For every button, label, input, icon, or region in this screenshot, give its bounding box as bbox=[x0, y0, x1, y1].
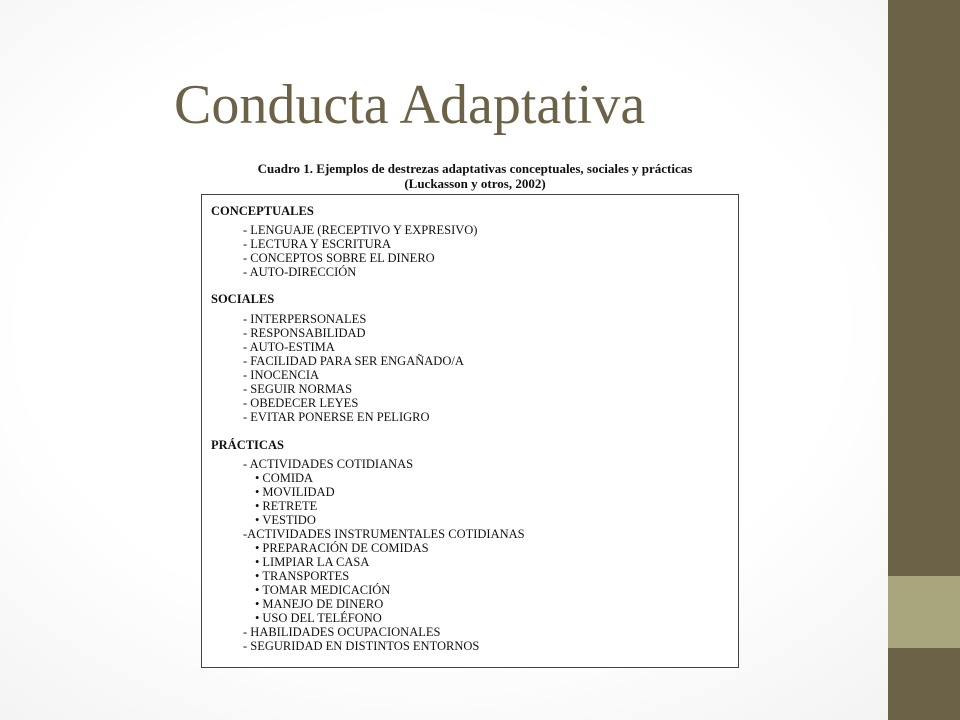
bullet-item bbox=[255, 471, 313, 485]
list-item: - AUTO-DIRECCIÓN bbox=[243, 265, 357, 279]
section-heading-conceptuales: CONCEPTUALES bbox=[211, 204, 314, 218]
list-item: - FACILIDAD PARA SER ENGAÑADO/A bbox=[243, 354, 464, 368]
bullet-icon: • bbox=[255, 569, 260, 583]
bullet-item bbox=[255, 597, 383, 611]
bullet-icon: • bbox=[255, 513, 260, 527]
figure-caption-line-2: (Luckasson y otros, 2002) bbox=[404, 176, 546, 191]
list-item: - OBEDECER LEYES bbox=[243, 396, 359, 410]
list-group-instrumental: -ACTIVIDADES INSTRUMENTALES COTIDIANAS bbox=[243, 527, 525, 541]
section-heading-sociales: SOCIALES bbox=[211, 292, 275, 306]
bullet-item-label: LIMPIAR LA CASA bbox=[262, 555, 370, 569]
bullet-icon: • bbox=[255, 555, 260, 569]
bullet-item-label: TOMAR MEDICACIÓN bbox=[262, 583, 391, 597]
bullet-icon: • bbox=[255, 611, 260, 625]
bullet-item bbox=[255, 555, 369, 569]
list-item: - INTERPERSONALES bbox=[243, 312, 367, 326]
skills-table bbox=[201, 194, 739, 668]
figure-caption bbox=[205, 161, 745, 191]
sidebar-accent-band bbox=[888, 576, 960, 648]
bullet-icon: • bbox=[255, 485, 260, 499]
bullet-icon: • bbox=[255, 583, 260, 597]
bullet-item bbox=[255, 513, 316, 527]
bullet-item bbox=[255, 583, 390, 597]
bullet-icon: • bbox=[255, 499, 260, 513]
bullet-item-label: VESTIDO bbox=[262, 513, 316, 527]
list-item: - LENGUAJE (RECEPTIVO Y EXPRESIVO) bbox=[243, 223, 478, 237]
bullet-item-label: COMIDA bbox=[262, 471, 314, 485]
slide-title: Conducta Adaptativa bbox=[174, 74, 646, 136]
section-heading-practicas: PRÁCTICAS bbox=[211, 438, 284, 452]
bullet-item bbox=[255, 485, 335, 499]
bullet-icon: • bbox=[255, 541, 260, 555]
list-item: - LECTURA Y ESCRITURA bbox=[243, 237, 392, 251]
list-item: - CONCEPTOS SOBRE EL DINERO bbox=[243, 251, 435, 265]
list-item: - HABILIDADES OCUPACIONALES bbox=[243, 625, 441, 639]
bullet-item-label: MANEJO DE DINERO bbox=[262, 597, 384, 611]
bullet-item-label: TRANSPORTES bbox=[262, 569, 350, 583]
sidebar-top-band bbox=[888, 0, 960, 576]
list-group-activities: - ACTIVIDADES COTIDIANAS bbox=[243, 457, 414, 471]
figure-caption-line-1: Cuadro 1. Ejemplos de destrezas adaptativas conceptuales, sociales y prácticas bbox=[257, 161, 693, 176]
bullet-item-label: MOVILIDAD bbox=[262, 485, 335, 499]
list-item: - AUTO-ESTIMA bbox=[243, 340, 335, 354]
bullet-icon: • bbox=[255, 471, 260, 485]
list-item: - SEGURIDAD EN DISTINTOS ENTORNOS bbox=[243, 639, 480, 653]
bullet-item-label: PREPARACIÓN DE COMIDAS bbox=[262, 541, 429, 555]
bullet-item bbox=[255, 569, 349, 583]
bullet-item bbox=[255, 541, 429, 555]
bullet-item-label: RETRETE bbox=[262, 499, 318, 513]
bullet-item bbox=[255, 611, 382, 625]
list-item: - SEGUIR NORMAS bbox=[243, 382, 353, 396]
list-item: - INOCENCIA bbox=[243, 368, 320, 382]
sidebar-bottom-band bbox=[888, 648, 960, 720]
list-item: - EVITAR PONERSE EN PELIGRO bbox=[243, 410, 430, 424]
bullet-icon: • bbox=[255, 597, 260, 611]
bullet-item-label: USO DEL TELÉFONO bbox=[262, 611, 382, 625]
list-item: - RESPONSABILIDAD bbox=[243, 326, 366, 340]
bullet-item bbox=[255, 499, 317, 513]
